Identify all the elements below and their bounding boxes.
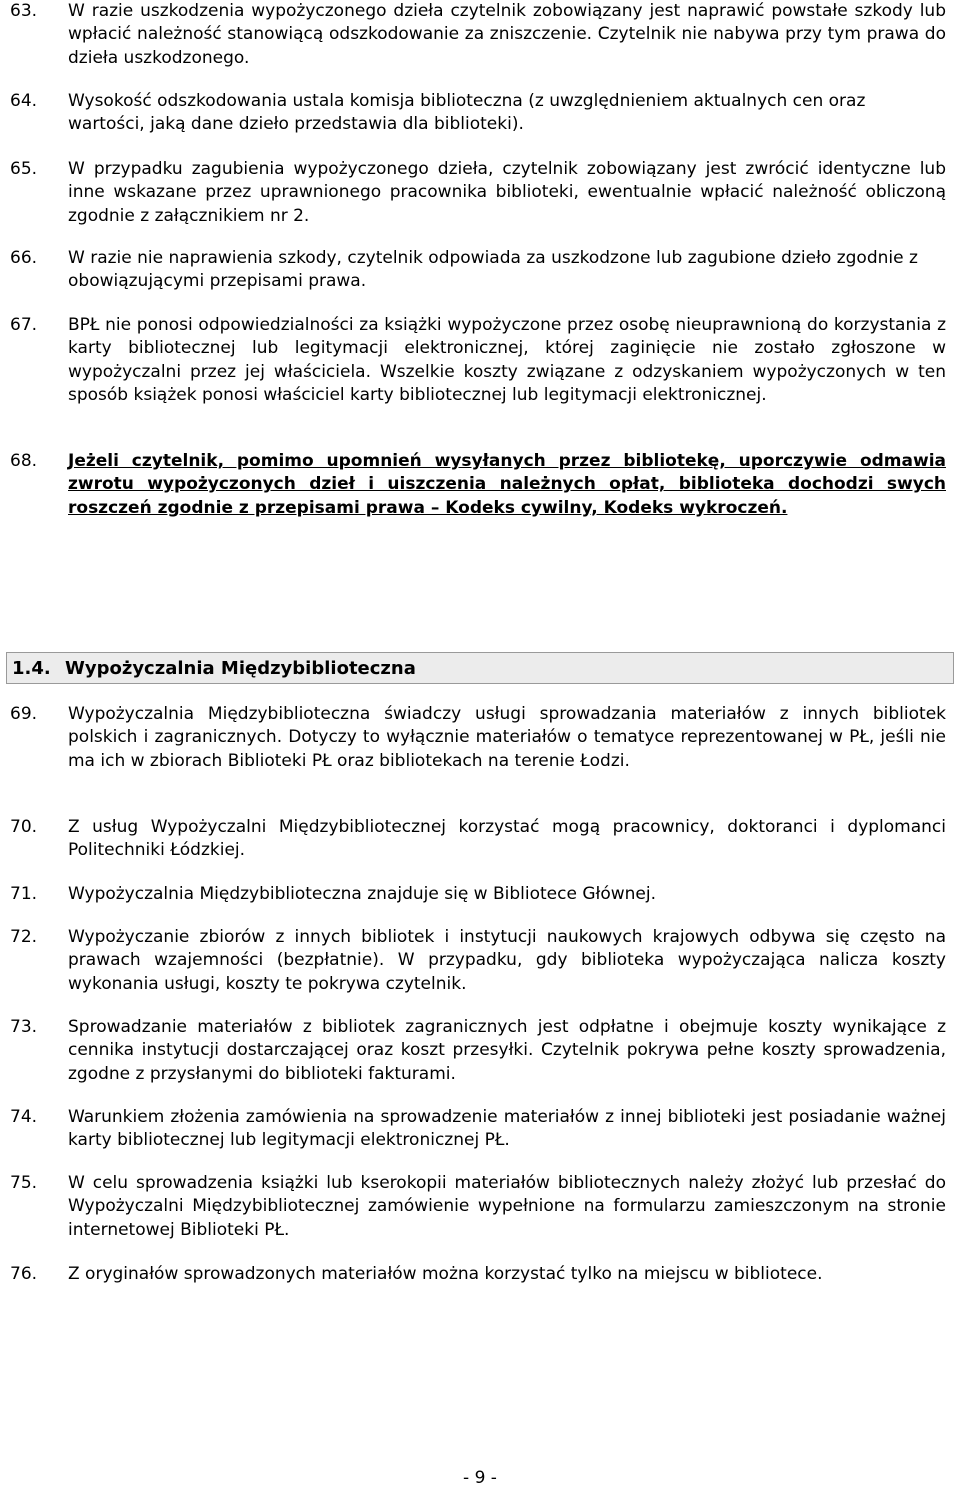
paragraph-text: BPŁ nie ponosi odpowiedzialności za książki wypożyczone przez osobę nieuprawnioną do korzystania z karty bibliotecznej lub legitymacji elektronicznej, której zaginięcie nie zostało zgłoszone w wypożyczalni przez jej właściciela. Wszelkie koszty związane z odzyskaniem wypożyczonych w ten sposób książek ponosi właściciel karty bibliotecznej lub legitymacji elektronicznej. (68, 315, 946, 406)
paragraph-73 (10, 1016, 946, 1086)
paragraph-64 (10, 90, 946, 137)
paragraph-number: 74. (10, 1107, 38, 1127)
paragraph-text: Wypożyczalnia Międzybiblioteczna znajduje się w Bibliotece Głównej. (68, 884, 657, 904)
paragraph-number: 75. (10, 1173, 38, 1193)
paragraph-text: Warunkiem złożenia zamówienia na sprowadzenie materiałów z innej biblioteki jest posiadanie ważnej karty bibliotecznej lub legitymacji elektronicznej PŁ. (68, 1107, 946, 1151)
section-title: Wypożyczalnia Międzybiblioteczna (65, 657, 416, 679)
section-number: 1.4. (12, 657, 51, 679)
paragraph-65 (10, 158, 946, 228)
paragraph-text: Wysokość odszkodowania ustala komisja biblioteczna (z uwzględnieniem aktualnych cen oraz wartości, jaką dane dzieło przedstawia dla biblioteki). (68, 91, 866, 135)
paragraph-text: W celu sprowadzenia książki lub kserokopii materiałów bibliotecznych należy złożyć lub przesłać do Wypożyczalni Międzybibliotecznej zamówienie wypełnione na formularzu zamieszczonym na stronie internetowej Biblioteki PŁ. (68, 1173, 946, 1240)
paragraph-72 (10, 926, 946, 996)
paragraph-71 (10, 883, 946, 906)
paragraph-text: Wypożyczanie zbiorów z innych bibliotek i instytucji naukowych krajowych odbywa się często na prawach wzajemności (bezpłatnie). W przypadku, gdy biblioteka wypożyczająca nalicza koszty wykonania usługi, koszty te pokrywa czytelnik. (68, 927, 946, 994)
paragraph-63 (10, 0, 946, 70)
page-number-text: - 9 - (463, 1468, 497, 1488)
page-number (0, 1468, 960, 1488)
paragraph-number: 70. (10, 817, 38, 837)
section-header (6, 652, 954, 684)
paragraph-number: 64. (10, 91, 38, 111)
paragraph-number: 71. (10, 884, 38, 904)
paragraph-67 (10, 314, 946, 408)
paragraph-number: 72. (10, 927, 38, 947)
paragraph-74 (10, 1106, 946, 1153)
paragraph-number: 67. (10, 315, 38, 335)
paragraph-70 (10, 816, 946, 863)
paragraph-text: W razie nie naprawienia szkody, czytelnik odpowiada za uszkodzone lub zagubione dzieło zgodnie z obowiązującymi przepisami prawa. (68, 248, 918, 292)
paragraph-69 (10, 703, 946, 773)
paragraph-68 (10, 450, 946, 520)
paragraph-number: 63. (10, 1, 38, 21)
paragraph-text: Jeżeli czytelnik, pomimo upomnień wysyłanych przez bibliotekę, uporczywie odmawia zwrotu wypożyczonych dzieł i uiszczenia należnych opłat, biblioteka dochodzi swych roszczeń zgodnie z przepisami prawa – Kodeks cywilny, Kodeks wykroczeń. (68, 451, 946, 518)
paragraph-number: 76. (10, 1264, 38, 1284)
paragraph-number: 73. (10, 1017, 38, 1037)
paragraph-text: Sprowadzanie materiałów z bibliotek zagranicznych jest odpłatne i obejmuje koszty wynikające z cennika instytucji dostarczającej oraz koszt przesyłki. Czytelnik pokrywa pełne koszty sprowadzenia, zgodne z przysłanymi do biblioteki fakturami. (68, 1017, 946, 1084)
paragraph-76 (10, 1263, 946, 1286)
paragraph-text: Wypożyczalnia Międzybiblioteczna świadczy usługi sprowadzania materiałów z innych bibliotek polskich i zagranicznych. Dotyczy to wyłącznie materiałów o tematyce reprezentowanej w PŁ, jeśli nie ma ich w zbiorach Biblioteki PŁ oraz bibliotekach na terenie Łodzi. (68, 704, 946, 771)
paragraph-number: 66. (10, 248, 38, 268)
paragraph-text: Z usług Wypożyczalni Międzybibliotecznej korzystać mogą pracownicy, doktoranci i dyplomanci Politechniki Łódzkiej. (68, 817, 946, 861)
paragraph-text: W przypadku zagubienia wypożyczonego dzieła, czytelnik zobowiązany jest zwrócić identyczne lub inne wskazane przez uprawnionego pracownika biblioteki, ewentualnie wpłacić należność obliczoną zgodnie z załącznikiem nr 2. (68, 159, 946, 226)
paragraph-number: 65. (10, 159, 38, 179)
paragraph-number: 69. (10, 704, 38, 724)
paragraph-75 (10, 1172, 946, 1242)
paragraph-number: 68. (10, 451, 38, 471)
paragraph-text: W razie uszkodzenia wypożyczonego dzieła czytelnik zobowiązany jest naprawić powstałe szkody lub wpłacić należność stanowiącą odszkodowanie za zniszczenie. Czytelnik nie nabywa przy tym prawa do dzieła uszkodzonego. (68, 1, 946, 68)
paragraph-text: Z oryginałów sprowadzonych materiałów można korzystać tylko na miejscu w bibliotece. (68, 1264, 823, 1284)
paragraph-66 (10, 247, 946, 294)
